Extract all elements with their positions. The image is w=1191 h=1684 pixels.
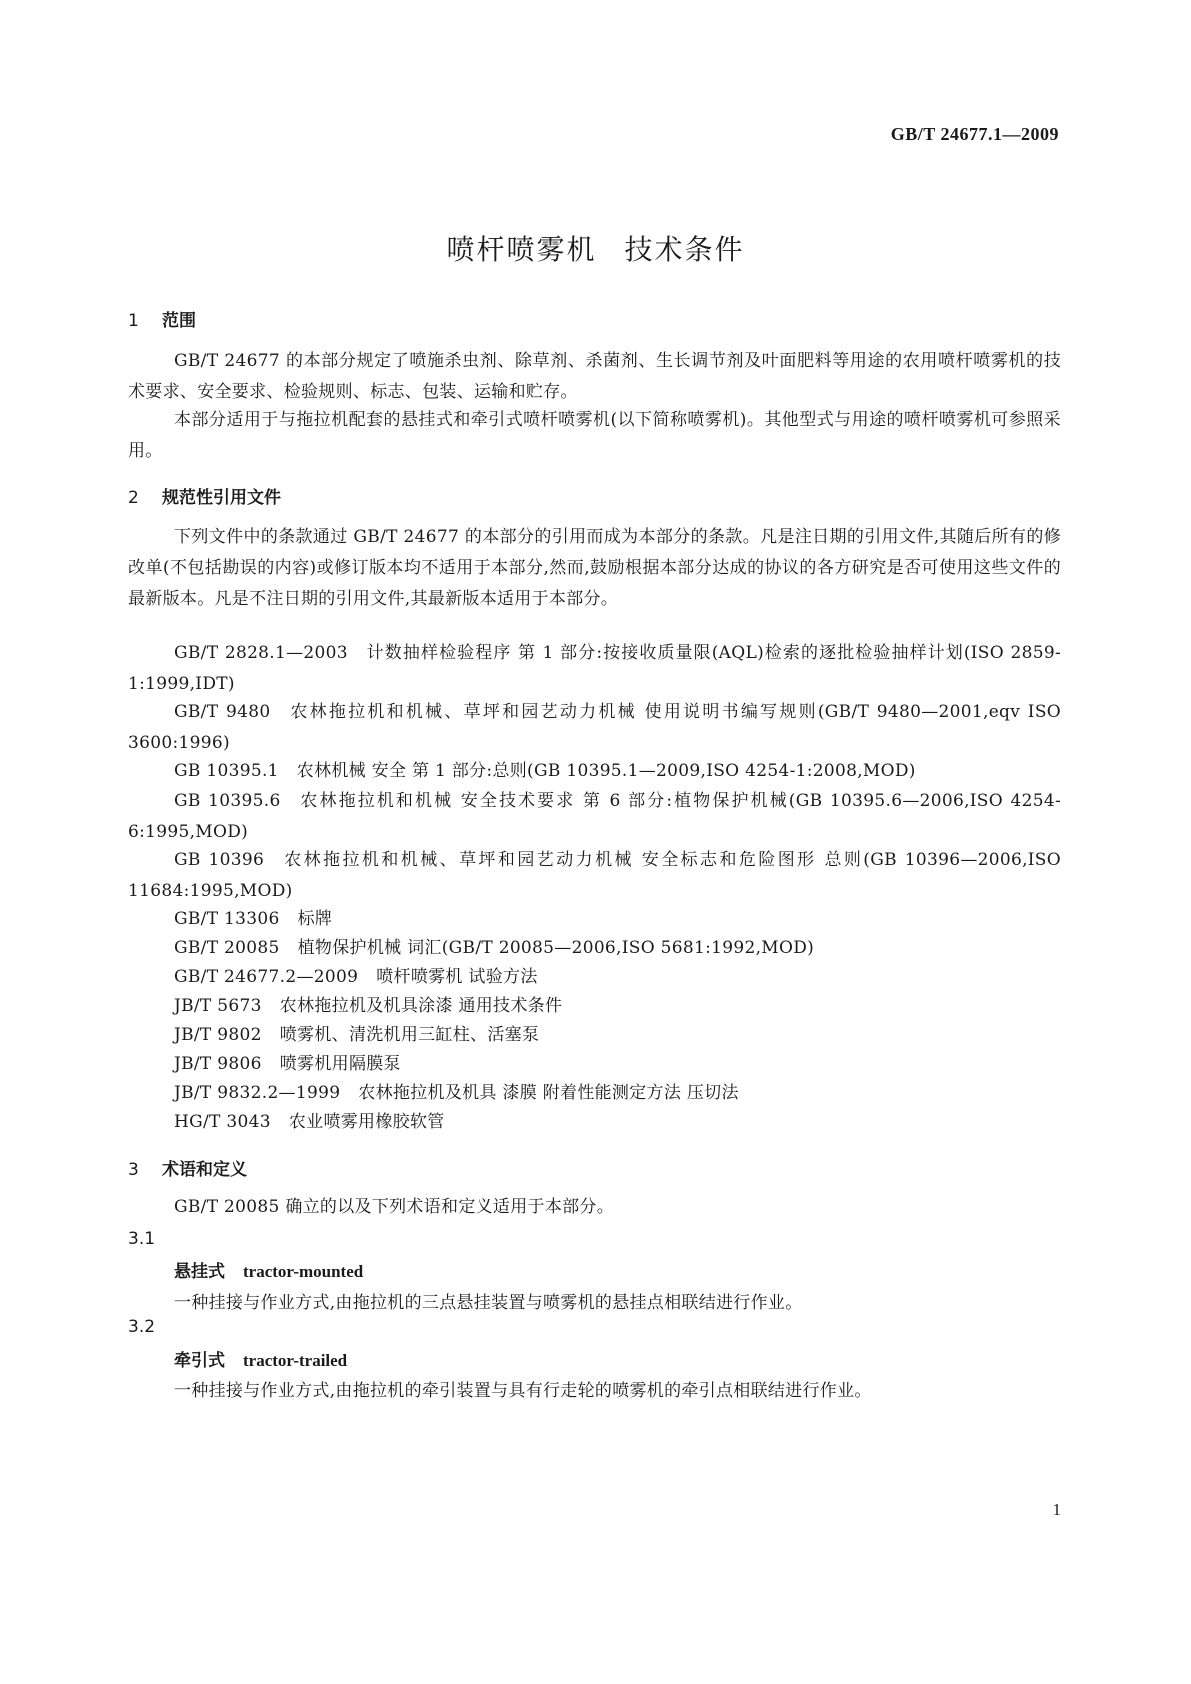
reference-item xyxy=(128,904,1061,935)
page-title xyxy=(0,228,1191,268)
title-part-1: 喷杆喷雾机 xyxy=(446,233,597,266)
reference-item xyxy=(128,786,1061,848)
references-intro-paragraph: 下列文件中的条款通过 GB/T 24677 的本部分的引用而成为本部分的条款。凡是注日期的引用文件,其随后所有的修改单(不包括勘误的内容)或修订版本均不适用于本部分,然而,鼓励根据本部分达成的协议的各方研究是否可使用这些文件的最新版本。凡是不注日期的引用文件,其最新版本适用于本部分。 xyxy=(128,527,1061,609)
reference-title: 喷雾机用隔膜泵 xyxy=(279,1054,401,1074)
section-title: 术语和定义 xyxy=(162,1160,247,1180)
page-number: 1 xyxy=(1052,1500,1061,1519)
section-heading-terms-and-definitions xyxy=(128,1155,247,1180)
scope-paragraph-1: GB/T 24677 的本部分规定了喷施杀虫剂、除草剂、杀菌剂、生长调节剂及叶面肥料等用途的农用喷杆喷雾机的技术要求、安全要求、检验规则、标志、包装、运输和贮存。 xyxy=(128,351,1061,402)
term-definition: 一种挂接与作业方式,由拖拉机的三点悬挂装置与喷雾机的悬挂点相联结进行作业。 xyxy=(174,1293,803,1313)
term-chinese: 悬挂式 xyxy=(174,1262,225,1282)
reference-item xyxy=(128,991,1061,1022)
reference-title: 标牌 xyxy=(297,909,333,929)
reference-item xyxy=(128,756,1061,787)
section-number: 2 xyxy=(128,488,139,508)
term-english: tractor-mounted xyxy=(243,1262,364,1281)
section-title: 规范性引用文件 xyxy=(162,488,281,508)
reference-item xyxy=(128,1049,1061,1080)
reference-code: GB/T 20085 xyxy=(174,938,280,958)
reference-item xyxy=(128,1020,1061,1051)
section-heading-scope xyxy=(128,306,196,331)
reference-code: GB 10396 xyxy=(174,850,265,870)
reference-code: GB 10395.1 xyxy=(174,761,279,781)
reference-item xyxy=(128,962,1061,993)
reference-title: 农林拖拉机及机具涂漆 通用技术条件 xyxy=(279,996,563,1016)
section-title: 范围 xyxy=(162,311,196,331)
reference-title: 农林拖拉机及机具 漆膜 附着性能测定方法 压切法 xyxy=(358,1083,739,1103)
reference-item xyxy=(128,933,1061,964)
reference-title: 喷雾机、清洗机用三缸柱、活塞泵 xyxy=(279,1025,540,1045)
reference-item xyxy=(128,1078,1061,1109)
reference-item xyxy=(128,697,1061,759)
reference-title: 农林机械 安全 第 1 部分:总则(GB 10395.1—2009,ISO 4254-1:2008,MOD) xyxy=(296,761,916,781)
section-number: 3 xyxy=(128,1160,139,1180)
term-english: tractor-trailed xyxy=(243,1351,348,1370)
reference-item xyxy=(128,638,1061,700)
clause-number: 3.1 xyxy=(128,1229,156,1249)
reference-item xyxy=(128,845,1061,907)
clause-number: 3.2 xyxy=(128,1317,156,1337)
term-entry xyxy=(174,1346,347,1371)
reference-code: JB/T 5673 xyxy=(174,996,262,1016)
reference-code: GB/T 2828.1—2003 xyxy=(174,643,348,663)
reference-code: JB/T 9802 xyxy=(174,1025,262,1045)
term-chinese: 牵引式 xyxy=(174,1351,225,1371)
reference-title: 计数抽样检验程序 第 1 部分:按接收质量限(AQL)检索的逐批检验抽样计划(ISO 2859-1:1999,IDT) xyxy=(128,643,1061,694)
reference-code: JB/T 9806 xyxy=(174,1054,262,1074)
title-part-2: 技术条件 xyxy=(624,233,745,266)
reference-code: JB/T 9832.2—1999 xyxy=(174,1083,341,1103)
reference-code: GB 10395.6 xyxy=(174,791,281,811)
reference-code: GB/T 13306 xyxy=(174,909,280,929)
reference-title: 农林拖拉机和机械、草坪和园艺动力机械 使用说明书编写规则(GB/T 9480—2001,eqv ISO 3600:1996) xyxy=(128,702,1061,753)
reference-title: 农林拖拉机和机械 安全技术要求 第 6 部分:植物保护机械(GB 10395.6—2006,ISO 4254-6:1995,MOD) xyxy=(128,791,1061,842)
term-entry xyxy=(174,1257,363,1282)
reference-code: HG/T 3043 xyxy=(174,1112,271,1132)
reference-code: GB/T 24677.2—2009 xyxy=(174,967,359,987)
standard-number: GB/T 24677.1—2009 xyxy=(890,124,1059,144)
reference-title: 农林拖拉机和机械、草坪和园艺动力机械 安全标志和危险图形 总则(GB 10396—2006,ISO 11684:1995,MOD) xyxy=(128,850,1061,901)
terms-intro-paragraph: GB/T 20085 确立的以及下列术语和定义适用于本部分。 xyxy=(174,1197,615,1217)
term-definition: 一种挂接与作业方式,由拖拉机的牵引装置与具有行走轮的喷雾机的牵引点相联结进行作业。 xyxy=(174,1381,872,1401)
reference-code: GB/T 9480 xyxy=(174,702,271,722)
section-heading-normative-references xyxy=(128,483,281,508)
reference-title: 农业喷雾用橡胶软管 xyxy=(288,1112,445,1132)
section-number: 1 xyxy=(128,311,139,331)
reference-title: 植物保护机械 词汇(GB/T 20085—2006,ISO 5681:1992,MOD) xyxy=(297,938,815,958)
scope-paragraph-2: 本部分适用于与拖拉机配套的悬挂式和牵引式喷杆喷雾机(以下简称喷雾机)。其他型式与用途的喷杆喷雾机可参照采用。 xyxy=(128,410,1061,461)
reference-item xyxy=(128,1107,1061,1138)
reference-title: 喷杆喷雾机 试验方法 xyxy=(376,967,538,987)
